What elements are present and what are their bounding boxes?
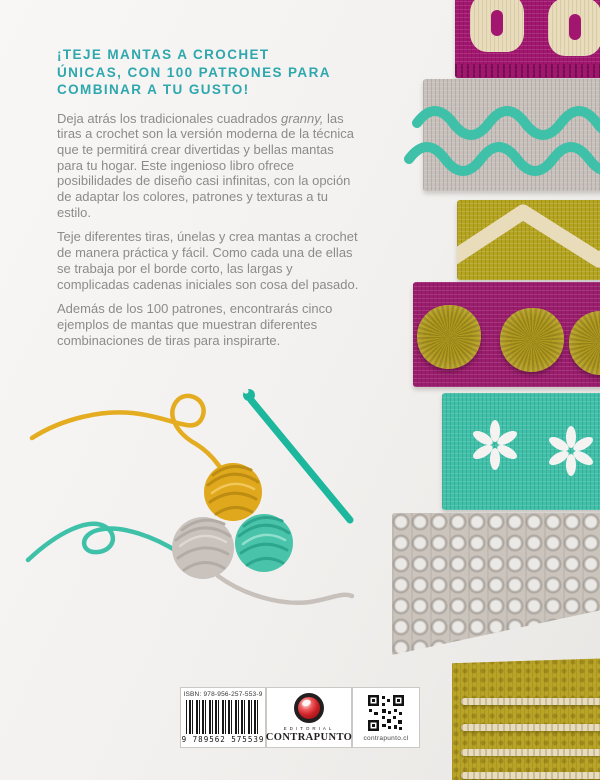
gray-yarn-ball	[172, 517, 234, 579]
cream-chain-row	[461, 772, 600, 779]
isbn-barcode-box	[180, 687, 266, 748]
cream-chain-row	[461, 749, 600, 756]
barcode-icon	[186, 700, 260, 734]
pompom-strip	[413, 282, 600, 387]
contrapunto-logo-icon	[294, 693, 324, 723]
yarn-photo-illustration	[18, 380, 363, 630]
paragraph-3: Además de los 100 patrones, encontrarás cinco ejemplos de mantas que muestran diferentes combinaciones de tiras para inspirarte.	[57, 301, 333, 348]
eyelet-flower-strip	[442, 393, 600, 510]
teal-yarn-strand	[28, 524, 178, 560]
isbn-label: ISBN: 978-956-257-553-9	[183, 691, 263, 698]
qr-code-box	[352, 687, 420, 748]
yellow-yarn-strand	[32, 396, 232, 490]
ribbed-edge	[455, 64, 600, 78]
cream-chevron-zigzag	[457, 200, 600, 280]
paragraph-1: Deja atrás los tradicionales cuadrados granny, las tiras a crochet son la versión moderna de la técnica que te permitirá crear divertidas y bellas mantas para tu hogar. Este ingenioso libro ofrece posibilidades de diseño casi infinitas, con la opción de adaptar los colores, patrones y texturas a tu estilo.	[57, 110, 354, 220]
ricrac-wave-strip	[423, 79, 600, 191]
chevron-strip	[457, 200, 600, 280]
yellow-yarn-ball	[204, 463, 262, 521]
mustard-pompom	[569, 311, 600, 375]
headline-line-1: ¡TEJE MANTAS A CROCHET	[57, 47, 270, 62]
eyelet-flower-holes	[442, 393, 600, 510]
intro-text-block	[57, 46, 369, 357]
headline-line-3: COMBINAR A TU GUSTO!	[57, 82, 250, 97]
mustard-pompom	[417, 305, 481, 369]
publisher-name: CONTRAPUNTO	[265, 731, 353, 743]
fairisle-flower-strip	[455, 0, 600, 78]
mustard-pompom	[500, 308, 564, 372]
barcode-digits: 9 789562 575539	[181, 735, 265, 744]
cream-chain-row	[461, 698, 600, 705]
surface-chain-strip	[452, 658, 600, 780]
italic-granny: granny,	[281, 110, 324, 126]
teal-ricrac-wave	[423, 143, 600, 173]
gray-yarn-strand	[218, 576, 352, 603]
teal-yarn-ball	[235, 514, 293, 572]
bobble-strip	[392, 513, 600, 655]
cream-flower-motif	[470, 0, 524, 52]
cream-flower-motif	[548, 0, 600, 56]
paragraph-2: Teje diferentes tiras, únelas y crea mantas a crochet de manera práctica y fácil. Como cada una de ellas se trabaja por el borde corto, las largas y complicadas cadenas iniciales son cosa del pasado.	[57, 229, 359, 292]
publisher-editorial-label: EDITORIAL	[283, 725, 335, 731]
headline-line-2: ÚNICAS, CON 100 PATRONES PARA	[57, 64, 331, 80]
headline	[57, 46, 369, 99]
qr-code-icon	[367, 694, 405, 732]
publisher-logo-box	[266, 687, 352, 748]
cream-chain-row	[461, 724, 600, 731]
teal-ricrac-wave	[423, 107, 600, 137]
yarn-photo	[18, 380, 363, 630]
qr-caption: contrapunto.cl	[363, 734, 409, 742]
